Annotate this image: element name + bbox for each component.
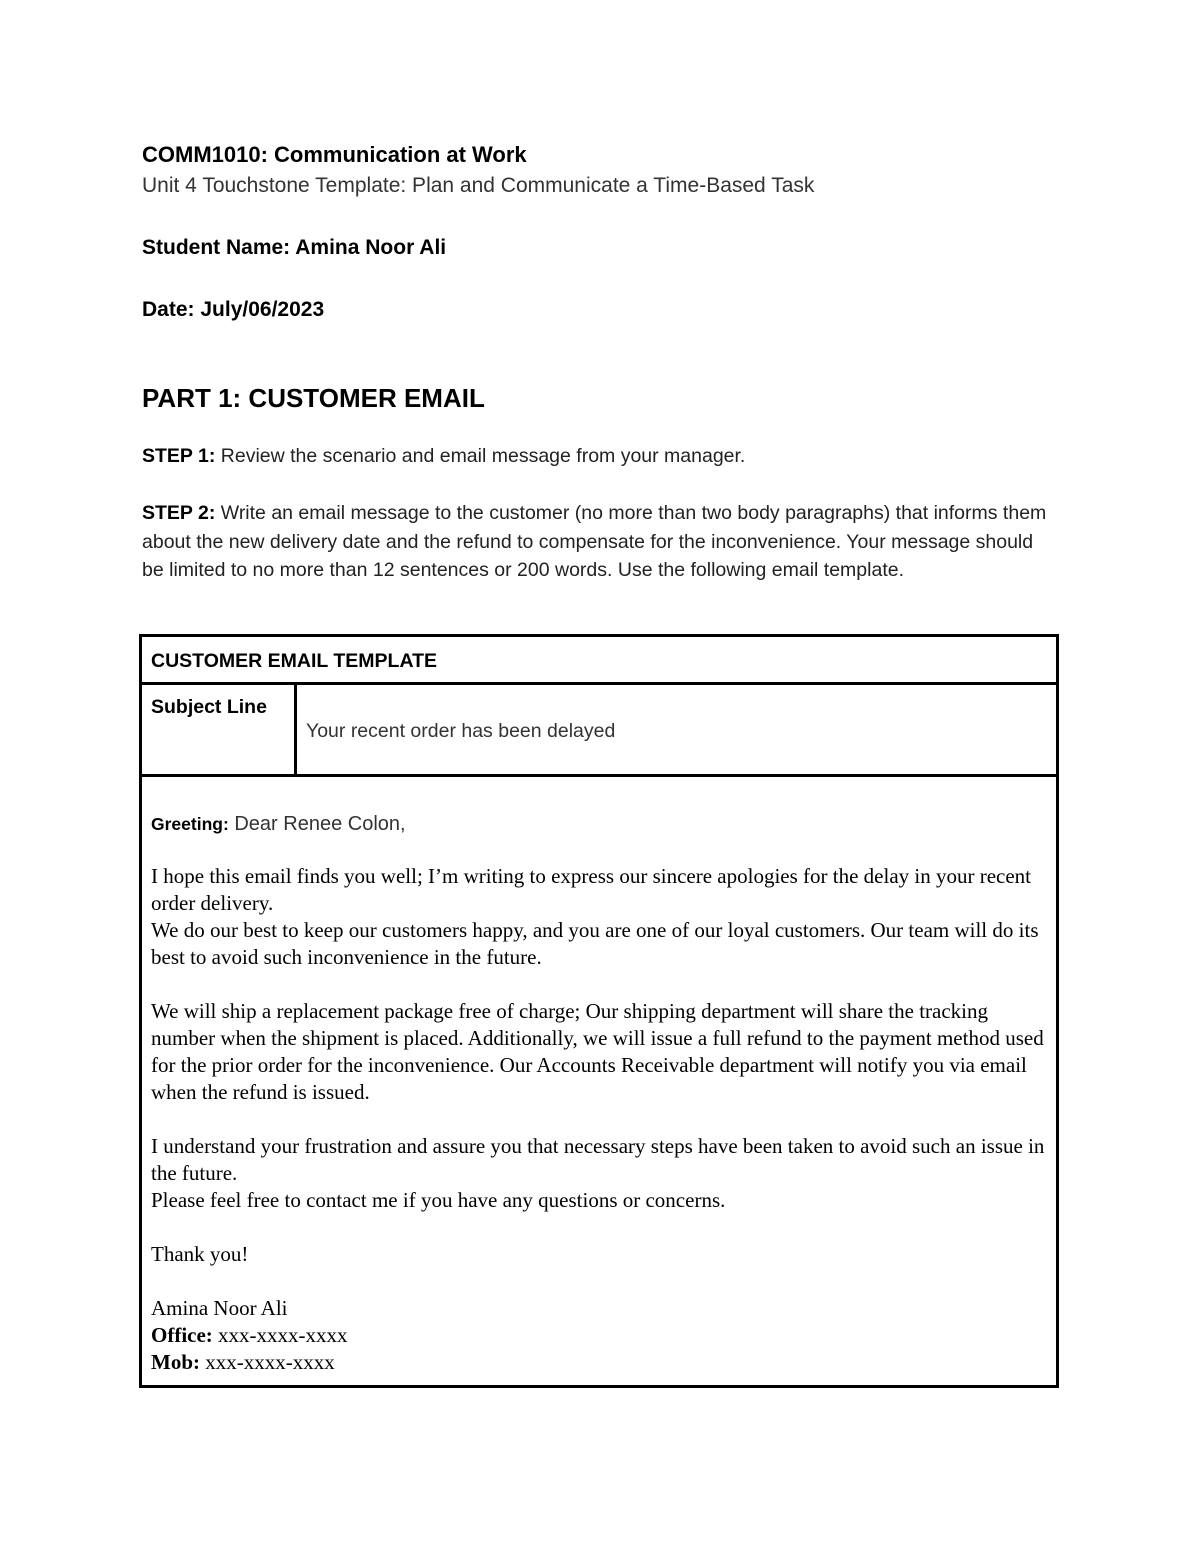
email-body-text (151, 863, 1051, 1376)
email-body-cell (142, 777, 1056, 1385)
paragraph-3-line-2: Please feel free to contact me if you have any questions or concerns. (151, 1188, 726, 1212)
mob-label: Mob: (151, 1350, 200, 1374)
customer-email-template-table (139, 634, 1059, 1388)
paragraph-3-line-1: I understand your frustration and assure you that necessary steps have been taken to avoid such an issue in the future. (151, 1134, 1045, 1185)
mobile-contact-line (151, 1349, 1051, 1376)
step1-instruction (142, 445, 745, 468)
greeting-line (151, 813, 406, 836)
date-label: Date: (142, 298, 195, 321)
table-header-title: CUSTOMER EMAIL TEMPLATE (151, 650, 438, 672)
office-value: xxx-xxxx-xxxx (218, 1323, 348, 1347)
step2-text: Write an email message to the customer (no more than two body paragraphs) that informs them about the new delivery date and the refund to compensate for the inconvenience. Your message should be limited to no more than 12 sentences or 200 words. Use the following email template. (142, 502, 1047, 581)
date-line (142, 298, 324, 322)
student-name-value: Amina Noor Ali (295, 236, 447, 259)
paragraph-2: We will ship a replacement package free of charge; Our shipping department will share the tracking number when the shipment is placed. Additionally, we will issue a full refund to the payment method used for the prior order for the inconvenience. Our Accounts Receivable department will notify you via email when the refund is issued. (151, 999, 1044, 1104)
course-title: COMM1010: Communication at Work (142, 142, 527, 167)
step2-instruction (142, 499, 1057, 585)
signature-name: Amina Noor Ali (151, 1296, 288, 1320)
date-value: July/06/2023 (200, 298, 325, 321)
step1-text: Review the scenario and email message from your manager. (220, 445, 746, 467)
closing-line: Thank you! (151, 1242, 249, 1266)
student-name-label: Student Name: (142, 236, 291, 259)
student-name-line (142, 236, 446, 260)
office-contact-line (151, 1322, 1051, 1349)
template-subtitle: Unit 4 Touchstone Template: Plan and Communicate a Time-Based Task (142, 174, 815, 197)
subject-label-cell (142, 685, 297, 774)
office-label: Office: (151, 1323, 213, 1347)
subject-line-label: Subject Line (151, 696, 267, 718)
greeting-label: Greeting: (151, 814, 229, 834)
subject-line-row (142, 685, 1056, 777)
subject-line-value: Your recent order has been delayed (306, 720, 616, 742)
table-header-row (142, 637, 1056, 685)
greeting-value: Dear Renee Colon, (234, 813, 406, 835)
paragraph-1-line-1: I hope this email finds you well; I’m writing to express our sincere apologies for the delay in your recent order delivery. (151, 864, 1032, 915)
part1-heading: PART 1: CUSTOMER EMAIL (142, 383, 485, 413)
mob-value: xxx-xxxx-xxxx (205, 1350, 335, 1374)
step1-label: STEP 1: (142, 445, 216, 467)
paragraph-1-line-2: We do our best to keep our customers happy, and you are one of our loyal customers. Our team will do its best to avoid such inconvenience in the future. (151, 918, 1039, 969)
step2-label: STEP 2: (142, 502, 216, 524)
